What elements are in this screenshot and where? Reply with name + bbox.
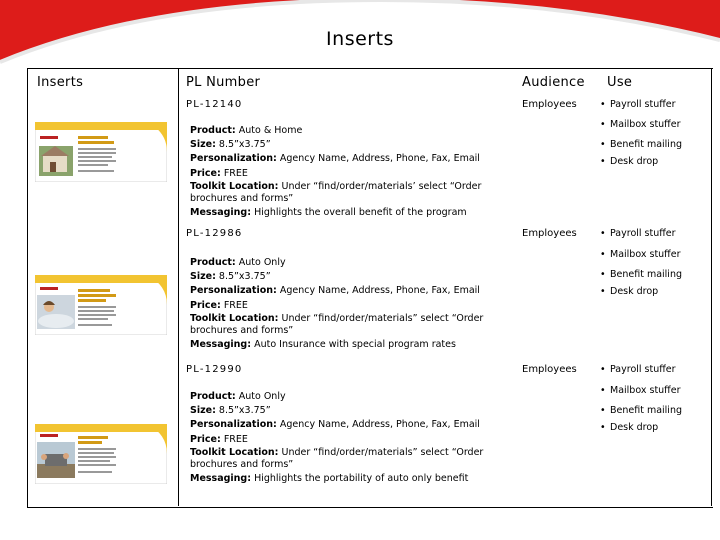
personalization-value: Agency Name, Address, Phone, Fax, Email [279, 419, 480, 431]
insert-details [190, 390, 510, 486]
product-line [190, 124, 510, 138]
insert-details [190, 124, 510, 220]
messaging-line [190, 206, 510, 220]
price-line [190, 433, 510, 447]
use-item: • Benefit mailing [600, 269, 682, 286]
price-line [190, 167, 510, 181]
use-item: • Payroll stuffer [600, 364, 682, 385]
use-list [600, 364, 682, 433]
use-item: • Mailbox stuffer [600, 249, 682, 269]
messaging-label: Messaging: [190, 206, 252, 218]
insert-thumbnail [35, 275, 167, 335]
audience-value: Employees [522, 228, 577, 239]
product-value: Auto Only [238, 391, 286, 402]
use-item: • Mailbox stuffer [600, 385, 682, 405]
toolkit-value: Under “find/order/materials” select “Order brochures and forms” [190, 446, 484, 471]
price-value: FREE [223, 299, 248, 311]
use-item: • Desk drop [600, 156, 682, 167]
personalization-value: Agency Name, Address, Phone, Fax, Email [279, 285, 480, 297]
price-label: Price: [190, 167, 221, 179]
size-value: 8.5”x3.75” [218, 139, 271, 151]
column-divider [178, 68, 179, 506]
size-line [190, 404, 510, 418]
use-item: • Payroll stuffer [600, 99, 682, 119]
toolkit-value: Under “find/order/materials” select “Order brochures and forms” [190, 312, 484, 337]
product-line [190, 256, 510, 270]
personalization-line [190, 284, 510, 298]
messaging-value: Highlights the overall benefit of the program [254, 206, 467, 218]
size-line [190, 138, 510, 152]
toolkit-label: Toolkit Location: [190, 312, 279, 324]
column-divider [711, 68, 712, 506]
pl-number: PL-12990 [186, 364, 243, 375]
use-item: • Desk drop [600, 422, 682, 433]
product-label: Product: [190, 125, 236, 136]
toolkit-label: Toolkit Location: [190, 446, 279, 458]
price-label: Price: [190, 299, 221, 311]
personalization-line [190, 418, 510, 432]
use-item: • Mailbox stuffer [600, 119, 682, 139]
price-value: FREE [223, 167, 248, 179]
toolkit-label: Toolkit Location: [190, 180, 279, 192]
toolkit-line [190, 447, 510, 472]
column-header-pl-number: PL Number [186, 75, 261, 90]
messaging-line [190, 338, 510, 352]
insert-thumbnail [35, 424, 167, 484]
page-title: Inserts [326, 28, 394, 50]
use-list [600, 228, 682, 297]
column-header-inserts: Inserts [37, 75, 84, 90]
audience-value: Employees [522, 99, 577, 110]
product-label: Product: [190, 257, 236, 268]
personalization-line [190, 152, 510, 166]
messaging-label: Messaging: [190, 472, 252, 484]
insert-details [190, 256, 510, 352]
price-label: Price: [190, 433, 221, 445]
size-value: 8.5”x3.75” [218, 271, 271, 283]
personalization-label: Personalization: [190, 153, 277, 165]
personalization-label: Personalization: [190, 285, 277, 297]
toolkit-line [190, 313, 510, 338]
column-header-audience: Audience [522, 75, 585, 90]
product-label: Product: [190, 391, 236, 402]
use-item: • Payroll stuffer [600, 228, 682, 249]
personalization-value: Agency Name, Address, Phone, Fax, Email [279, 153, 480, 165]
pl-number: PL-12986 [186, 228, 243, 239]
size-label: Size: [190, 139, 216, 151]
pl-number: PL-12140 [186, 99, 243, 110]
messaging-label: Messaging: [190, 338, 252, 350]
toolkit-line [190, 181, 510, 206]
personalization-label: Personalization: [190, 419, 277, 431]
messaging-value: Auto Insurance with special program rates [254, 338, 456, 350]
product-value: Auto Only [238, 257, 286, 268]
product-value: Auto & Home [238, 125, 303, 136]
price-value: FREE [223, 433, 248, 445]
size-value: 8.5”x3.75” [218, 405, 271, 417]
product-line [190, 390, 510, 404]
column-header-use: Use [607, 75, 633, 90]
use-item: • Desk drop [600, 286, 682, 297]
size-line [190, 270, 510, 284]
size-label: Size: [190, 271, 216, 283]
use-list [600, 99, 682, 167]
price-line [190, 299, 510, 313]
use-item: • Benefit mailing [600, 139, 682, 156]
insert-thumbnail [35, 122, 167, 182]
audience-value: Employees [522, 364, 577, 375]
size-label: Size: [190, 405, 216, 417]
use-item: • Benefit mailing [600, 405, 682, 422]
messaging-line [190, 472, 510, 486]
toolkit-value: Under “find/order/materials’ select “Order brochures and forms” [190, 180, 482, 205]
messaging-value: Highlights the portability of auto only benefit [254, 472, 469, 484]
